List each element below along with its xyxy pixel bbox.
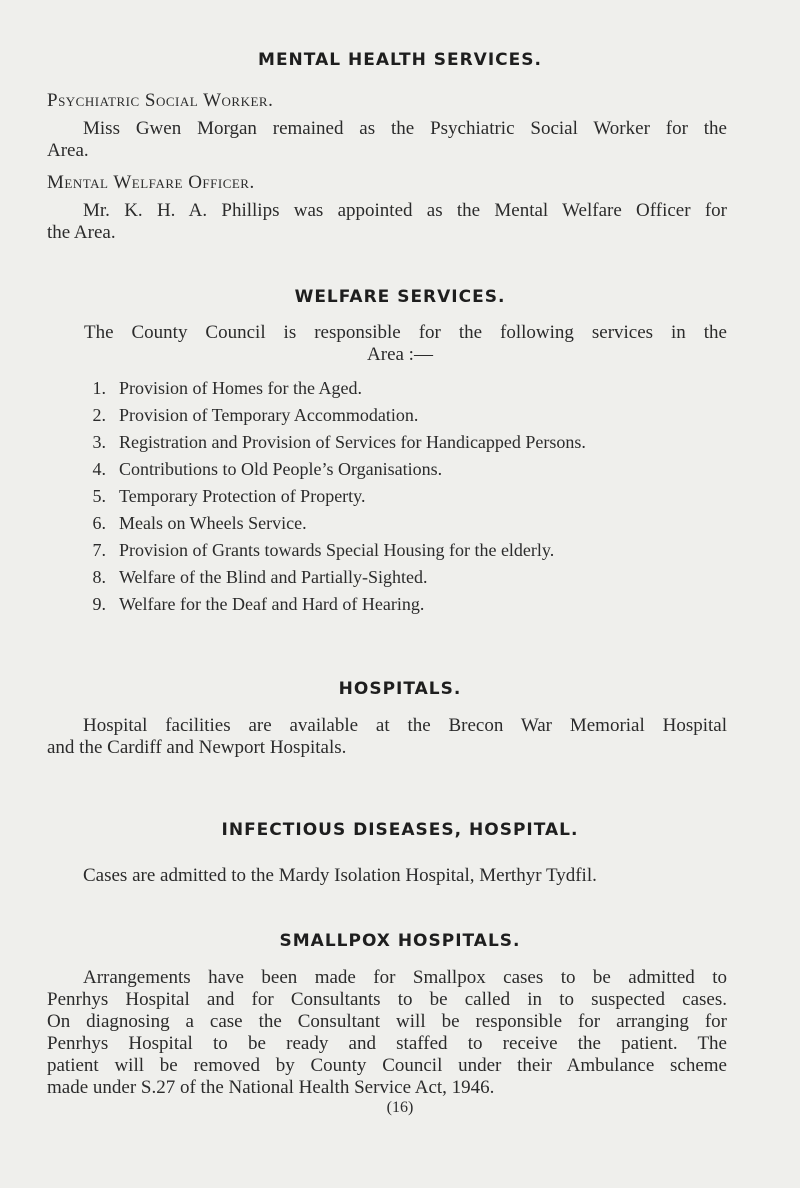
list-item-number: 7.: [92, 540, 106, 560]
list-item-text: Provision of Homes for the Aged.: [119, 378, 362, 398]
smallpox-line: Penrhys Hospital to be ready and staffed to receive the patient. The: [47, 1033, 727, 1054]
welfare-intro: [84, 322, 727, 344]
list-item: [84, 378, 724, 399]
smallpox-line: Arrangements have been made for Smallpox cases to be admitted to: [83, 967, 727, 988]
infectious-line: Cases are admitted to the Mardy Isolation Hospital, Merthyr Tydfil.: [83, 865, 597, 886]
page-number: (16): [386, 1099, 414, 1116]
list-item-text: Meals on Wheels Service.: [119, 513, 307, 533]
mental-health-heading: MENTAL HEALTH SERVICES.: [258, 50, 542, 70]
mwo-line-1: Mr. K. H. A. Phillips was appointed as the Mental Welfare Officer for: [83, 200, 727, 221]
list-item-number: 9.: [92, 594, 106, 614]
list-item: [84, 486, 724, 507]
list-item-number: 5.: [92, 486, 106, 506]
list-item-text: Welfare of the Blind and Partially-Sighted.: [119, 567, 428, 587]
psw-line-2: Area.: [47, 140, 89, 161]
smallpox-heading: SMALLPOX HOSPITALS.: [279, 931, 521, 951]
list-item: [84, 594, 724, 615]
mwo-line-2: the Area.: [47, 222, 116, 243]
list-item-number: 1.: [92, 378, 106, 398]
welfare-heading: WELFARE SERVICES.: [294, 287, 506, 307]
mwo-paragraph: [47, 200, 727, 244]
list-item-text: Registration and Provision of Services for Handicapped Persons.: [119, 432, 586, 452]
list-item-number: 3.: [92, 432, 106, 452]
list-item-text: Contributions to Old People’s Organisations.: [119, 459, 443, 479]
smallpox-line: On diagnosing a case the Consultant will be responsible for arranging for: [47, 1011, 727, 1032]
list-item: [84, 459, 724, 480]
psw-subheading: Psychiatric Social Worker.: [47, 90, 274, 111]
list-item: [84, 405, 724, 426]
list-item-text: Provision of Temporary Accommodation.: [119, 405, 419, 425]
infectious-heading: INFECTIOUS DISEASES, HOSPITAL.: [221, 820, 579, 840]
hospitals-heading: HOSPITALS.: [338, 679, 462, 699]
smallpox-line: Penrhys Hospital and for Consultants to be called in to suspected cases.: [47, 989, 727, 1010]
psw-paragraph: [47, 118, 727, 162]
list-item: [84, 513, 724, 534]
hospitals-line-1: Hospital facilities are available at the Brecon War Memorial Hospital: [83, 715, 727, 736]
list-item-number: 8.: [92, 567, 106, 587]
list-item-number: 4.: [92, 459, 106, 479]
list-item-text: Welfare for the Deaf and Hard of Hearing.: [119, 594, 425, 614]
welfare-intro-line-1: The County Council is responsible for the following services in the: [84, 322, 727, 343]
mwo-subheading: Mental Welfare Officer.: [47, 172, 255, 193]
list-item: [84, 567, 724, 588]
welfare-services-list: [84, 378, 724, 621]
psw-line-1: Miss Gwen Morgan remained as the Psychiatric Social Worker for the: [83, 118, 727, 139]
list-item: [84, 432, 724, 453]
list-item-number: 2.: [92, 405, 106, 425]
list-item: [84, 540, 724, 561]
smallpox-line: patient will be removed by County Council under their Ambulance scheme: [47, 1055, 727, 1076]
smallpox-paragraph: [47, 967, 727, 1099]
list-item-number: 6.: [92, 513, 106, 533]
hospitals-paragraph: [47, 715, 727, 759]
smallpox-line: made under S.27 of the National Health Service Act, 1946.: [47, 1077, 495, 1098]
welfare-intro-line-2: Area :—: [367, 344, 433, 365]
hospitals-line-2: and the Cardiff and Newport Hospitals.: [47, 737, 347, 758]
list-item-text: Provision of Grants towards Special Housing for the elderly.: [119, 540, 555, 560]
infectious-paragraph: [47, 865, 727, 887]
list-item-text: Temporary Protection of Property.: [119, 486, 366, 506]
